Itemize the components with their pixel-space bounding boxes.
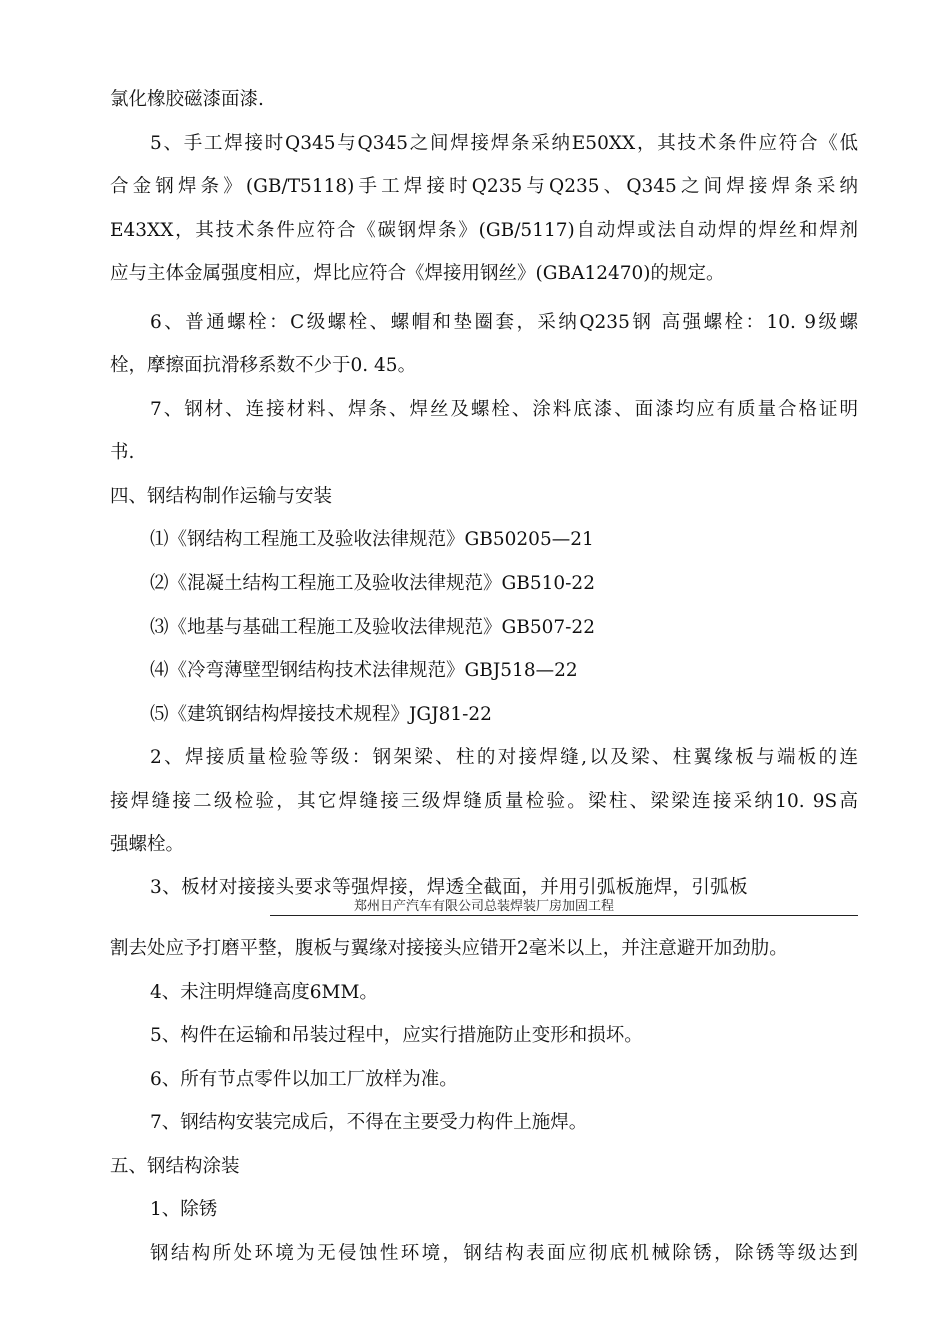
paragraph-line: E43XX，其技术条件应符合《碳钢焊条》(GB/5117)自动焊或法自动焊的焊丝和焊剂 xyxy=(110,220,858,241)
subsection-heading: 1、除锈 xyxy=(150,1199,218,1220)
footer-divider xyxy=(270,915,858,916)
list-item: ⑶《地基与基础工程施工及验收法律规范》GB507-22 xyxy=(150,617,595,638)
paragraph-line: 5、构件在运输和吊装过程中，应实行措施防止变形和损坏。 xyxy=(150,1025,643,1046)
paragraph-line: 应与主体金属强度相应，焊比应符合《焊接用钢丝》(GBA12470)的规定。 xyxy=(110,263,725,284)
paragraph-line: 栓，摩擦面抗滑移系数不少于0. 45。 xyxy=(110,355,417,376)
paragraph-line: 割去处应予打磨平整，腹板与翼缘对接接头应错开2毫米以上，并注意避开加劲肋。 xyxy=(110,938,788,959)
paragraph-line: 2、焊接质量检验等级：钢架梁、柱的对接焊缝,以及梁、柱翼缘板与端板的连 xyxy=(150,747,858,768)
list-item: ⑴《钢结构工程施工及验收法律规范》GB50205—21 xyxy=(150,529,594,550)
paragraph-line: 7、钢材、连接材料、焊条、焊丝及螺栓、涂料底漆、面漆均应有质量合格证明 xyxy=(150,399,858,420)
paragraph-line: 书. xyxy=(110,442,135,463)
section-heading: 五、钢结构涂装 xyxy=(110,1156,240,1177)
paragraph-line: 接焊缝接二级检验，其它焊缝接三级焊缝质量检验。梁柱、梁梁连接采纳10. 9S高 xyxy=(110,791,858,812)
paragraph-line: 6、普通螺栓：C级螺栓、螺帽和垫圈套，采纳Q235钢 高强螺栓：10. 9级螺 xyxy=(150,312,858,333)
paragraph-line: 氯化橡胶磁漆面漆. xyxy=(110,89,264,110)
paragraph-line: 6、所有节点零件以加工厂放样为准。 xyxy=(150,1069,458,1090)
paragraph-line: 4、未注明焊缝高度6MM。 xyxy=(150,982,378,1003)
list-item: ⑷《冷弯薄壁型钢结构技术法律规范》GBJ518—22 xyxy=(150,660,578,681)
page-footer: 郑州日产汽车有限公司总装焊装厂房加固工程 xyxy=(353,899,614,914)
paragraph-line: 3、板材对接接头要求等强焊接，焊透全截面，并用引弧板施焊，引弧板 xyxy=(150,877,749,898)
list-item: ⑸《建筑钢结构焊接技术规程》JGJ81-22 xyxy=(150,704,492,725)
paragraph-line: 7、钢结构安装完成后，不得在主要受力构件上施焊。 xyxy=(150,1112,588,1133)
paragraph-line: 5、手工焊接时Q345与Q345之间焊接焊条采纳E50XX，其技术条件应符合《低 xyxy=(150,133,858,154)
list-item: ⑵《混凝土结构工程施工及验收法律规范》GB510-22 xyxy=(150,573,595,594)
section-heading: 四、钢结构制作运输与安装 xyxy=(110,486,333,507)
paragraph-line: 合金钢焊条》(GB/T5118)手工焊接时Q235与Q235、Q345之间焊接焊条采纳 xyxy=(110,176,858,197)
paragraph-line: 钢结构所处环境为无侵蚀性环境，钢结构表面应彻底机械除锈，除锈等级达到 xyxy=(150,1243,858,1264)
paragraph-line: 强螺栓。 xyxy=(110,834,185,855)
